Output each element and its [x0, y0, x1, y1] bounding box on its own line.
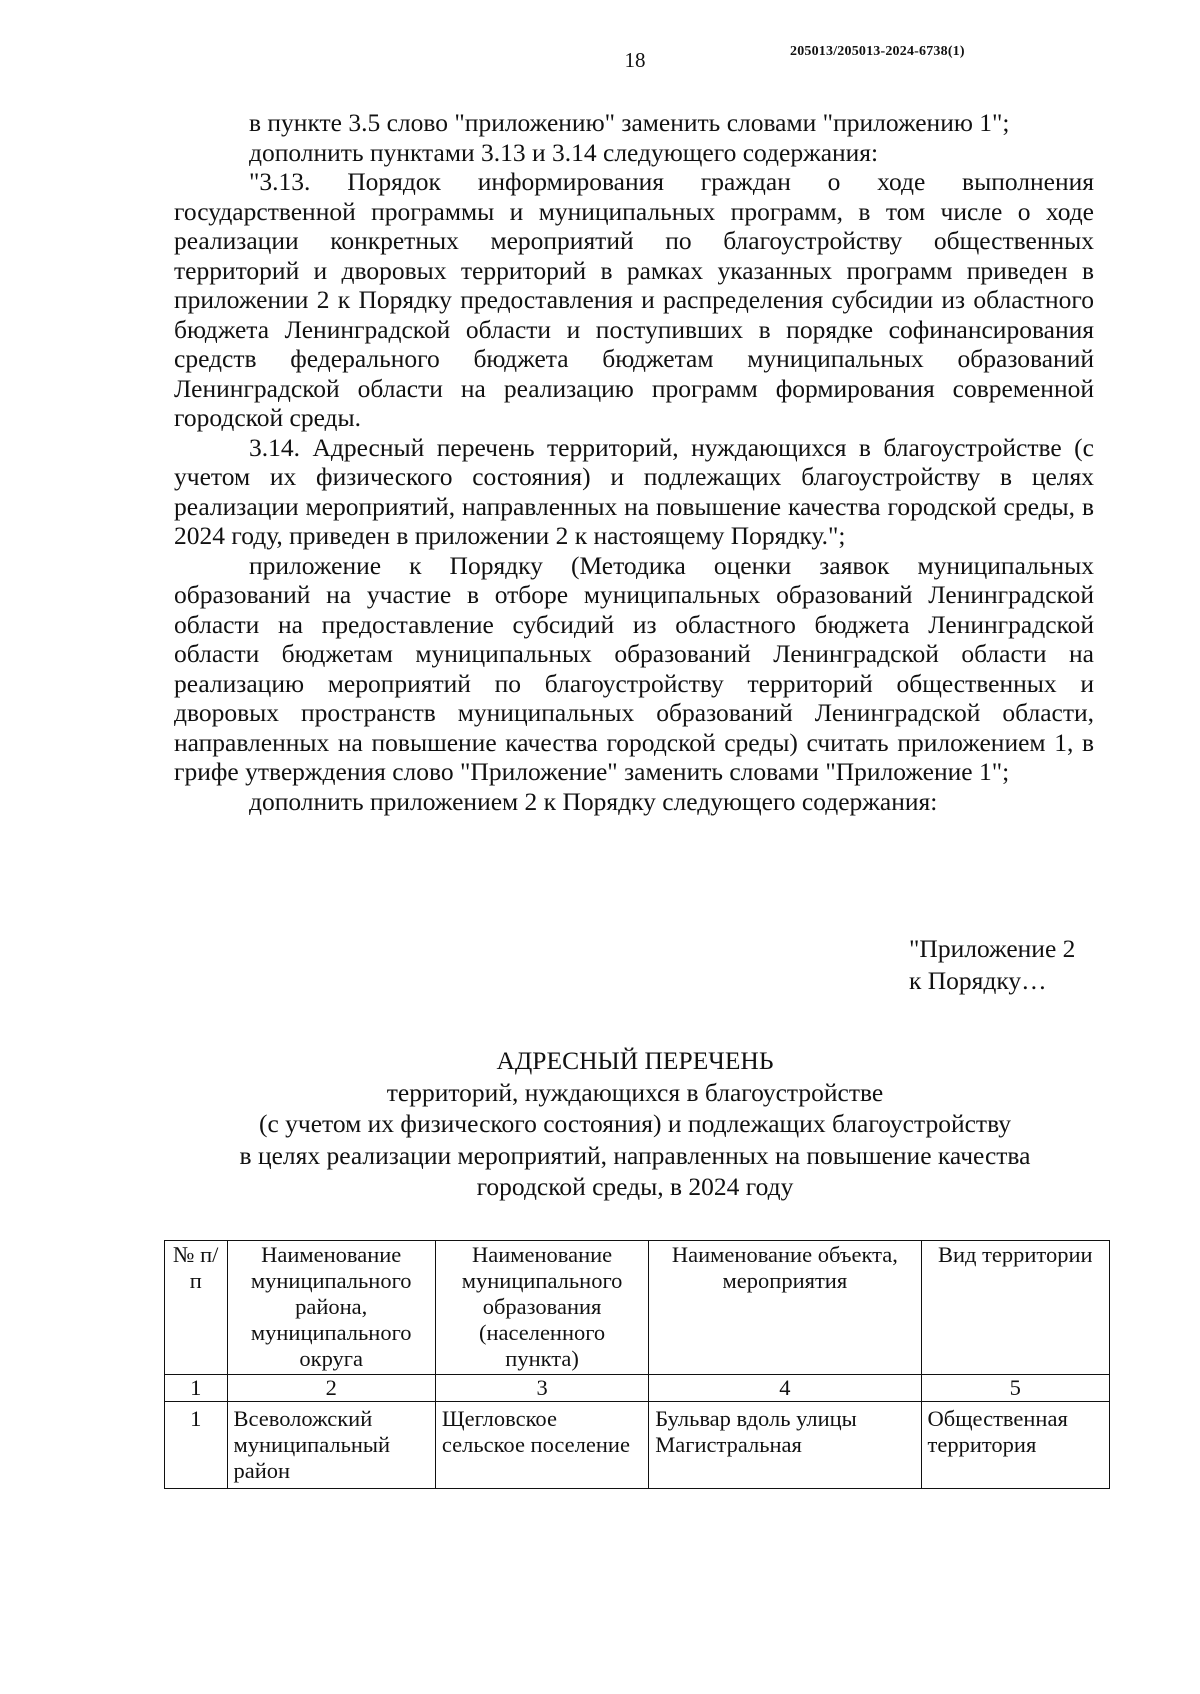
column-number: 3	[435, 1375, 648, 1402]
address-table	[164, 1240, 1110, 1489]
row-district: Всеволожский муниципальный район	[227, 1402, 435, 1489]
column-number: 4	[649, 1375, 921, 1402]
appendix-ref-line-1: "Приложение 2	[909, 934, 1076, 963]
header-object: Наименование объекта, мероприятия	[649, 1241, 921, 1375]
document-id: 205013/205013-2024-6738(1)	[790, 44, 965, 59]
list-subtitle-line-2: (с учетом их физического состояния) и подлежащих благоустройству	[258, 1109, 1011, 1138]
paragraph-3-14: 3.14. Адресный перечень территорий, нуждающихся в благоустройстве (с учетом их физического состояния) и подлежащих благоустройству в целях реализации мероприятий, направленных на повышение качества городской среды, в 2024 году, приведен в приложении 2 к настоящему Порядку.";	[174, 432, 1094, 550]
document-body	[174, 108, 1094, 816]
header-number: № п/п	[165, 1241, 228, 1375]
list-heading: АДРЕСНЫЙ ПЕРЕЧЕНЬ	[496, 1046, 774, 1075]
paragraph-methodology: приложение к Порядку (Методика оценки заявок муниципальных образований на участие в отборе муниципальных образований Ленинградской области на предоставление субсидий из областного бюджета Ленинградской области бюджетам муниципальных образований Ленинградской области на реализацию мероприятий по благоустройству территорий общественных и дворовых пространств муниципальных образований Ленинградской области, направленных на повышение качества городской среды) считать приложением 1, в грифе утверждения слово "Приложение" заменить словами "Приложение 1";	[174, 550, 1094, 786]
header-district: Наименование муниципального района, муниципального округа	[227, 1241, 435, 1375]
column-number-row	[165, 1375, 1110, 1402]
page-number: 18	[624, 48, 646, 72]
column-number: 2	[227, 1375, 435, 1402]
paragraph-1: в пункте 3.5 слово "приложению" заменить словами "приложению 1";	[249, 108, 1010, 137]
column-number: 1	[165, 1375, 228, 1402]
column-number: 5	[921, 1375, 1109, 1402]
list-subtitle-line-3: в целях реализации мероприятий, направленных на повышение качества	[239, 1140, 1031, 1170]
appendix-reference	[909, 933, 1075, 997]
paragraph-3-13: "3.13. Порядок информирования граждан о ходе выполнения государственной программы и муниципальных программ, в том числе о ходе реализации конкретных мероприятий по благоустройству общественных территорий и дворовых территорий в рамках указанных программ приведен в приложении 2 к Порядку предоставления и распределения субсидии из областного бюджета Ленинградской области и поступивших в порядке софинансирования средств федерального бюджета бюджетам муниципальных образований Ленинградской области на реализацию программ формирования современной городской среды.	[174, 167, 1094, 432]
list-subtitle-line-1: территорий, нуждающихся в благоустройстве	[386, 1077, 884, 1107]
row-territory-type: Общественная территория	[921, 1402, 1109, 1489]
paragraph-appendix: дополнить приложением 2 к Порядку следующего содержания:	[249, 786, 938, 816]
address-list-title	[170, 1045, 1100, 1203]
row-object: Бульвар вдоль улицы Магистральная	[649, 1402, 921, 1489]
row-number: 1	[165, 1402, 228, 1489]
table-header-row	[165, 1241, 1110, 1375]
header-municipality: Наименование муниципального образования (населенного пункта)	[435, 1241, 648, 1375]
row-municipality: Щегловское сельское поселение	[435, 1402, 648, 1489]
table-row	[165, 1402, 1110, 1489]
list-subtitle-line-4: городской среды, в 2024 году	[476, 1172, 794, 1201]
header-territory-type: Вид территории	[921, 1241, 1109, 1375]
appendix-ref-line-2: к Порядку…	[909, 966, 1047, 995]
paragraph-2: дополнить пунктами 3.13 и 3.14 следующего содержания:	[249, 137, 879, 167]
